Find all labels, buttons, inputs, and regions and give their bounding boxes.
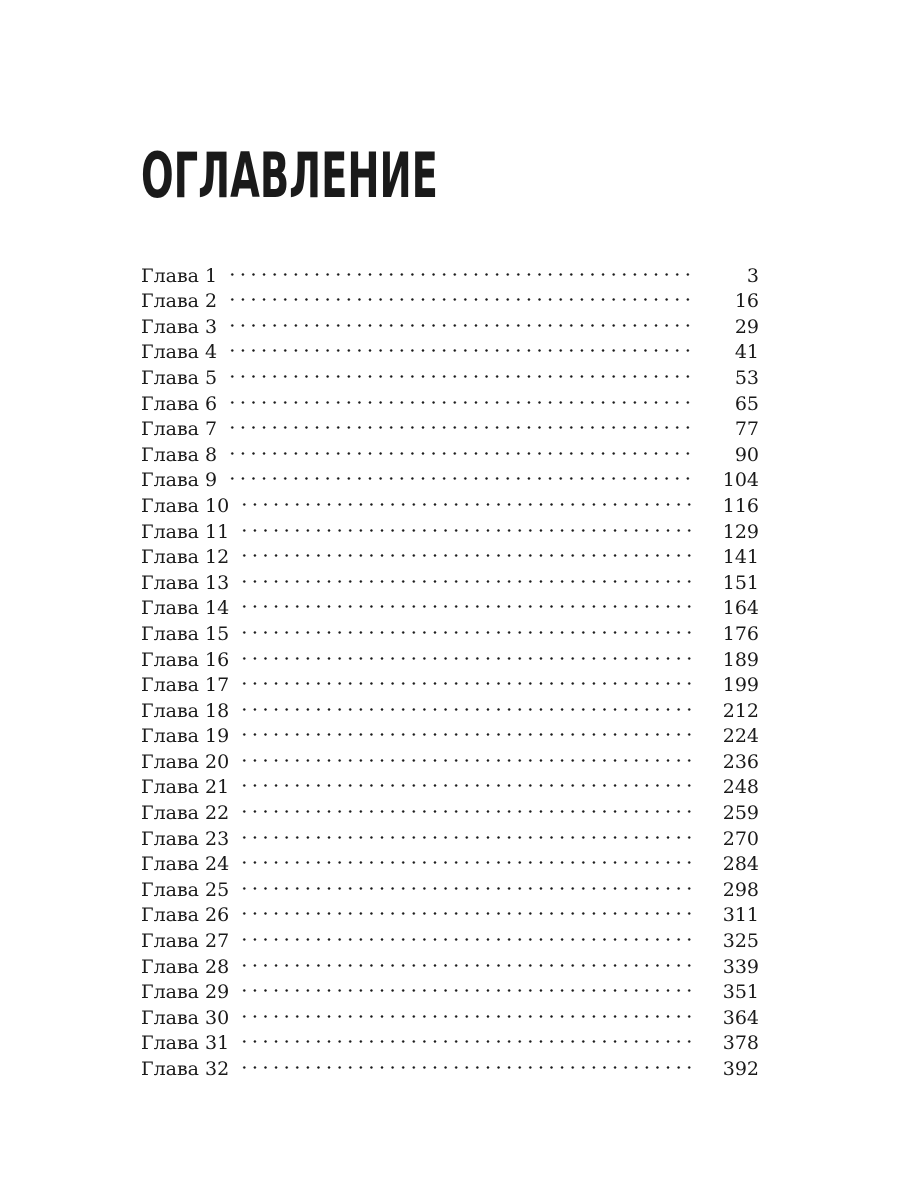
toc-entry-page-number: 29	[734, 315, 759, 338]
toc-entry-label: Глава 24	[141, 853, 230, 876]
dot-leader	[223, 282, 723, 308]
toc-entry[interactable]	[141, 358, 759, 389]
toc-entry[interactable]	[141, 307, 759, 338]
toc-entry-page-number: 259	[722, 802, 759, 825]
toc-entry-page-number: 189	[722, 648, 759, 671]
toc-entry-label: Глава 9	[141, 469, 218, 492]
dot-leader	[235, 896, 723, 922]
toc-entry-label: Глава 10	[141, 494, 230, 517]
toc-entry-label: Глава 8	[141, 443, 218, 466]
toc-entry-page-number: 151	[722, 571, 759, 594]
toc-entry-label: Глава 6	[141, 392, 218, 415]
dot-leader	[235, 512, 723, 538]
dot-leader	[223, 333, 723, 359]
toc-entry[interactable]	[141, 461, 759, 492]
toc-entry-page-number: 129	[722, 520, 759, 543]
toc-entry[interactable]	[141, 282, 759, 313]
toc-entry-label: Глава 13	[141, 571, 230, 594]
toc-entry[interactable]	[141, 256, 759, 287]
dot-leader	[235, 486, 723, 512]
dot-leader	[235, 717, 723, 743]
toc-entry[interactable]	[141, 486, 759, 517]
toc-entry-page-number: 116	[722, 494, 759, 517]
toc-entry-page-number: 176	[722, 622, 759, 645]
toc-entry-page-number: 199	[722, 674, 759, 697]
dot-leader	[235, 793, 723, 819]
toc-entry-label: Глава 23	[141, 827, 230, 850]
toc-entry[interactable]	[141, 384, 759, 415]
toc-entry-label: Глава 31	[141, 1032, 230, 1055]
toc-entry-label: Глава 22	[141, 802, 230, 825]
toc-entry-label: Глава 20	[141, 750, 230, 773]
toc-entry-page-number: 41	[734, 341, 759, 364]
dot-leader	[223, 384, 723, 410]
toc-entry-label: Глава 14	[141, 597, 230, 620]
toc-entry-label: Глава 18	[141, 699, 230, 722]
toc-entry-page-number: 141	[722, 546, 759, 569]
toc-entry-page-number: 3	[746, 264, 759, 287]
toc-entry-page-number: 224	[722, 725, 759, 748]
dot-leader	[235, 614, 723, 640]
dot-leader	[223, 410, 723, 436]
dot-leader	[235, 998, 723, 1024]
toc-entry[interactable]	[141, 410, 759, 441]
dot-leader	[235, 819, 723, 845]
toc-entry-page-number: 284	[722, 853, 759, 876]
dot-leader	[223, 358, 723, 384]
dot-leader	[223, 256, 723, 282]
toc-entry-page-number: 392	[722, 1058, 759, 1080]
toc-entry-label: Глава 11	[141, 520, 230, 543]
toc-entry-page-number: 311	[722, 904, 759, 927]
toc-entry[interactable]	[141, 435, 759, 466]
page-title: ОГЛАВЛЕНИЕ	[141, 139, 438, 212]
toc-entry-label: Глава 30	[141, 1006, 230, 1029]
dot-leader	[235, 589, 723, 615]
dot-leader	[235, 1024, 723, 1050]
table-of-contents	[141, 256, 759, 1080]
toc-entry-label: Глава 12	[141, 546, 230, 569]
toc-entry-label: Глава 5	[141, 366, 218, 389]
toc-entry-page-number: 164	[722, 597, 759, 620]
toc-entry-label: Глава 26	[141, 904, 230, 927]
toc-entry-label: Глава 19	[141, 725, 230, 748]
toc-entry-label: Глава 15	[141, 622, 230, 645]
dot-leader	[235, 691, 723, 717]
toc-entry-label: Глава 4	[141, 341, 218, 364]
toc-entry-page-number: 53	[734, 366, 759, 389]
toc-entry-page-number: 248	[722, 776, 759, 799]
dot-leader	[235, 845, 723, 871]
toc-entry-label: Глава 28	[141, 955, 230, 978]
dot-leader	[223, 461, 723, 487]
toc-entry[interactable]	[141, 333, 759, 364]
dot-leader	[235, 640, 723, 666]
dot-leader	[235, 921, 723, 947]
toc-entry-label: Глава 17	[141, 674, 230, 697]
toc-entry-page-number: 378	[722, 1032, 759, 1055]
dot-leader	[235, 973, 723, 999]
toc-entry-label: Глава 29	[141, 981, 230, 1004]
dot-leader	[223, 435, 723, 461]
toc-entry-page-number: 65	[734, 392, 759, 415]
dot-leader	[235, 666, 723, 692]
dot-leader	[235, 768, 723, 794]
toc-entry-page-number: 16	[734, 290, 759, 313]
dot-leader	[235, 1049, 723, 1075]
toc-entry-page-number: 104	[722, 469, 759, 492]
toc-entry-page-number: 212	[722, 699, 759, 722]
toc-entry-label: Глава 1	[141, 264, 218, 287]
dot-leader	[235, 563, 723, 589]
toc-entry-page-number: 77	[734, 418, 759, 441]
toc-entry-label: Глава 25	[141, 878, 230, 901]
toc-entry-page-number: 364	[722, 1006, 759, 1029]
dot-leader	[235, 742, 723, 768]
toc-entry-label: Глава 27	[141, 930, 230, 953]
toc-entry-label: Глава 2	[141, 290, 218, 313]
toc-entry-page-number: 339	[722, 955, 759, 978]
toc-entry-page-number: 298	[722, 878, 759, 901]
toc-entry-page-number: 236	[722, 750, 759, 773]
toc-entry-page-number: 90	[734, 443, 759, 466]
dot-leader	[223, 307, 723, 333]
toc-entry-page-number: 325	[722, 930, 759, 953]
toc-entry-label: Глава 16	[141, 648, 230, 671]
dot-leader	[235, 538, 723, 564]
dot-leader	[235, 870, 723, 896]
dot-leader	[235, 947, 723, 973]
toc-entry-label: Глава 32	[141, 1058, 230, 1080]
toc-entry-page-number: 351	[722, 981, 759, 1004]
toc-entry-label: Глава 3	[141, 315, 218, 338]
toc-entry-page-number: 270	[722, 827, 759, 850]
toc-entry-label: Глава 21	[141, 776, 230, 799]
toc-entry-label: Глава 7	[141, 418, 218, 441]
